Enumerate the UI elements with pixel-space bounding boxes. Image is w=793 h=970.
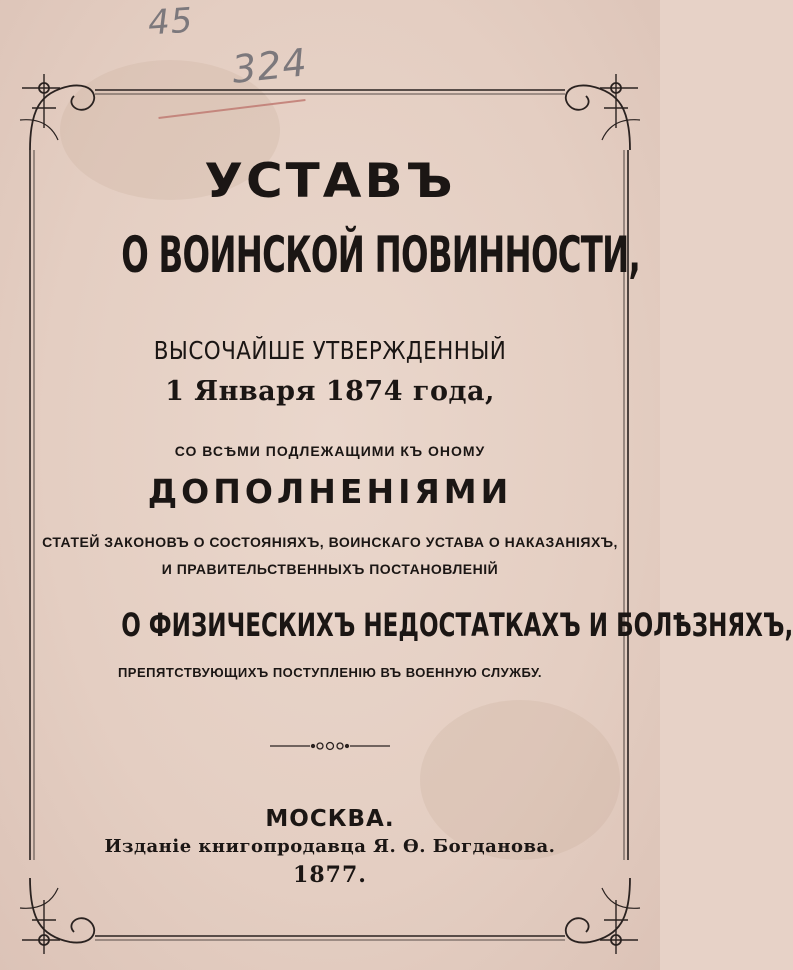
articles-line-2: И ПРАВИТЕЛЬСТВЕННЫХЪ ПОСТАНОВЛЕНІЙ	[161, 561, 499, 577]
approved-line: ВЫСОЧАЙШЕ УТВЕРЖДЕННЫЙ	[153, 336, 507, 365]
with-all-line: СО ВСѢМИ ПОДЛЕЖАЩИМИ КЪ ОНОМУ	[174, 443, 486, 459]
main-title: УСТАВЪ	[204, 153, 456, 209]
imprint-city: МОСКВА.	[265, 806, 395, 832]
divider-ornament-icon	[270, 743, 390, 750]
corner-ornament-icon	[566, 878, 640, 954]
corner-ornament-icon	[566, 74, 640, 150]
pencil-mark-shelf: 45	[146, 0, 195, 44]
imprint-publisher: Изданіе книгопродавца Я. Ѳ. Богданова.	[104, 836, 556, 857]
articles-line-1: СТАТЕЙ ЗАКОНОВЪ О СОСТОЯНІЯХЪ, ВОИНСКАГО УСТАВА О НАКАЗАНІЯХЪ,	[42, 534, 618, 550]
obstructing-line: ПРЕПЯТСТВУЮЩИХЪ ПОСТУПЛЕНІЮ ВЪ ВОЕННУЮ СЛУЖБУ.	[117, 665, 543, 680]
pencil-mark-number: 324	[229, 40, 310, 92]
corner-ornament-icon	[20, 74, 94, 150]
date-line: 1 Января 1874 года,	[165, 376, 495, 407]
imprint-year: 1877.	[293, 862, 367, 888]
corner-ornament-icon	[20, 878, 94, 954]
additions-heading: ДОПОЛНЕНІЯМИ	[147, 472, 513, 511]
subtitle: О ВОИНСКОЙ ПОВИННОСТИ,	[121, 226, 641, 284]
physical-heading: О ФИЗИЧЕСКИХЪ НЕДОСТАТКАХЪ И БОЛѢЗНЯХЪ,	[121, 606, 793, 644]
